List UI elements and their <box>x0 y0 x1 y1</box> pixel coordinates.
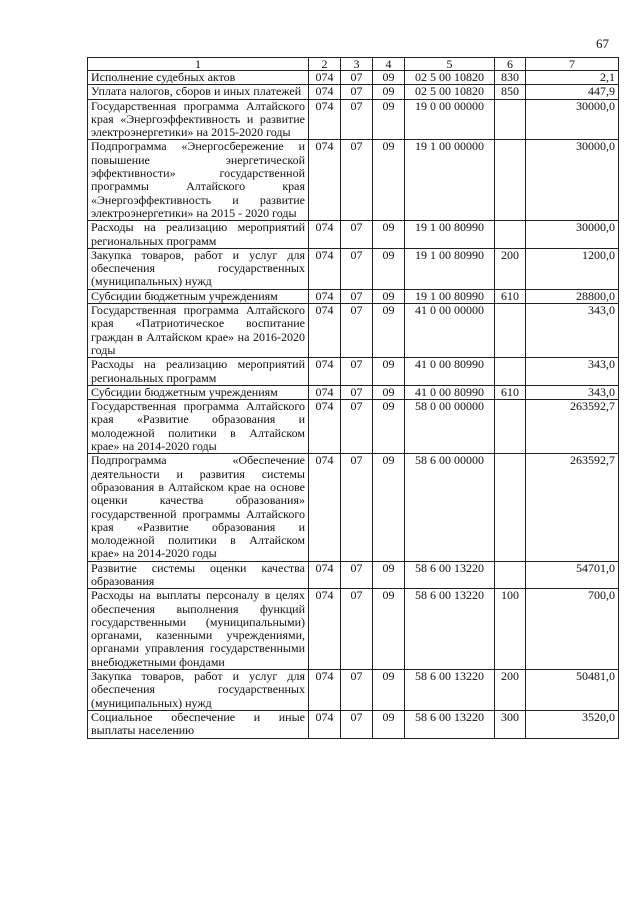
gp-code-cell: 074 <box>309 454 341 561</box>
budget-table <box>87 57 619 739</box>
amount-cell: 50481,0 <box>526 670 619 711</box>
section-cell: 07 <box>341 561 373 589</box>
section-cell: 07 <box>341 400 373 454</box>
gp-code-cell: 074 <box>309 289 341 303</box>
table-row <box>88 400 619 454</box>
gp-code-cell: 074 <box>309 710 341 738</box>
target-article-cell: 58 0 00 00000 <box>405 400 495 454</box>
subsection-cell: 09 <box>373 358 405 386</box>
subsection-cell: 09 <box>373 289 405 303</box>
subsection-cell: 09 <box>373 710 405 738</box>
section-cell: 07 <box>341 358 373 386</box>
subsection-cell: 09 <box>373 385 405 399</box>
subsection-cell: 09 <box>373 670 405 711</box>
column-header: 3 <box>341 58 373 71</box>
amount-cell: 30000,0 <box>526 99 619 140</box>
column-header: 7 <box>526 58 619 71</box>
table-row <box>88 454 619 561</box>
expense-type-cell <box>495 304 526 358</box>
subsection-cell: 09 <box>373 589 405 670</box>
expense-type-cell <box>495 99 526 140</box>
target-article-cell: 58 6 00 13220 <box>405 670 495 711</box>
section-cell: 07 <box>341 670 373 711</box>
gp-code-cell: 074 <box>309 85 341 99</box>
column-header: 1 <box>88 58 309 71</box>
row-name-cell: Субсидии бюджетным учреждениям <box>88 289 309 303</box>
target-article-cell: 58 6 00 13220 <box>405 710 495 738</box>
gp-code-cell: 074 <box>309 358 341 386</box>
subsection-cell: 09 <box>373 71 405 85</box>
section-cell: 07 <box>341 71 373 85</box>
amount-cell: 1200,0 <box>526 248 619 289</box>
gp-code-cell: 074 <box>309 589 341 670</box>
row-name-cell: Государственная программа Алтайского края «Развитие образования и молодежной политики в Алтайском крае» на 2014-2020 годы <box>88 400 309 454</box>
expense-type-cell: 610 <box>495 385 526 399</box>
subsection-cell: 09 <box>373 454 405 561</box>
amount-cell: 28800,0 <box>526 289 619 303</box>
table-row <box>88 561 619 589</box>
subsection-cell: 09 <box>373 140 405 221</box>
column-header: 2 <box>309 58 341 71</box>
row-name-cell: Уплата налогов, сборов и иных платежей <box>88 85 309 99</box>
subsection-cell: 09 <box>373 304 405 358</box>
amount-cell: 3520,0 <box>526 710 619 738</box>
row-name-cell: Социальное обеспечение и иные выплаты населению <box>88 710 309 738</box>
row-name-cell: Расходы на реализацию мероприятий региональных программ <box>88 358 309 386</box>
section-cell: 07 <box>341 304 373 358</box>
subsection-cell: 09 <box>373 400 405 454</box>
amount-cell: 343,0 <box>526 304 619 358</box>
column-header: 5 <box>405 58 495 71</box>
section-cell: 07 <box>341 385 373 399</box>
table-row <box>88 589 619 670</box>
row-name-cell: Закупка товаров, работ и услуг для обеспечения государственных (муниципальных) нужд <box>88 248 309 289</box>
row-name-cell: Государственная программа Алтайского края «Энергоэффективность и развитие электроэнергетики» на 2015-2020 годы <box>88 99 309 140</box>
expense-type-cell <box>495 358 526 386</box>
subsection-cell: 09 <box>373 221 405 249</box>
target-article-cell: 58 6 00 00000 <box>405 454 495 561</box>
gp-code-cell: 074 <box>309 71 341 85</box>
subsection-cell: 09 <box>373 99 405 140</box>
amount-cell: 700,0 <box>526 589 619 670</box>
gp-code-cell: 074 <box>309 99 341 140</box>
target-article-cell: 58 6 00 13220 <box>405 561 495 589</box>
expense-type-cell: 850 <box>495 85 526 99</box>
amount-cell: 2,1 <box>526 71 619 85</box>
table-row <box>88 99 619 140</box>
expense-type-cell: 610 <box>495 289 526 303</box>
table-row <box>88 140 619 221</box>
table-row <box>88 248 619 289</box>
expense-type-cell <box>495 561 526 589</box>
gp-code-cell: 074 <box>309 400 341 454</box>
section-cell: 07 <box>341 589 373 670</box>
table-row <box>88 670 619 711</box>
table-row <box>88 304 619 358</box>
target-article-cell: 41 0 00 80990 <box>405 385 495 399</box>
row-name-cell: Субсидии бюджетным учреждениям <box>88 385 309 399</box>
section-cell: 07 <box>341 289 373 303</box>
amount-cell: 30000,0 <box>526 140 619 221</box>
target-article-cell: 02 5 00 10820 <box>405 71 495 85</box>
section-cell: 07 <box>341 710 373 738</box>
gp-code-cell: 074 <box>309 561 341 589</box>
section-cell: 07 <box>341 99 373 140</box>
table-row <box>88 358 619 386</box>
gp-code-cell: 074 <box>309 248 341 289</box>
expense-type-cell <box>495 400 526 454</box>
row-name-cell: Подпрограмма «Энергосбережение и повышение энергетической эффективности» государственной программы Алтайского края «Энергоэффективность и развитие электроэнергетики» на 2015 - 2020 годы <box>88 140 309 221</box>
row-name-cell: Расходы на выплаты персоналу в целях обеспечения выполнения функций государственными (муниципальными) органами, казенными учреждениями, органами управления государственными внебюджетными фондами <box>88 589 309 670</box>
column-header: 6 <box>495 58 526 71</box>
table-row <box>88 710 619 738</box>
target-article-cell: 02 5 00 10820 <box>405 85 495 99</box>
row-name-cell: Государственная программа Алтайского края «Патриотическое воспитание граждан в Алтайском крае» на 2016-2020 годы <box>88 304 309 358</box>
target-article-cell: 19 0 00 00000 <box>405 99 495 140</box>
subsection-cell: 09 <box>373 561 405 589</box>
amount-cell: 263592,7 <box>526 454 619 561</box>
amount-cell: 447,9 <box>526 85 619 99</box>
target-article-cell: 41 0 00 00000 <box>405 304 495 358</box>
subsection-cell: 09 <box>373 85 405 99</box>
gp-code-cell: 074 <box>309 140 341 221</box>
gp-code-cell: 074 <box>309 385 341 399</box>
subsection-cell: 09 <box>373 248 405 289</box>
expense-type-cell: 200 <box>495 670 526 711</box>
section-cell: 07 <box>341 85 373 99</box>
gp-code-cell: 074 <box>309 670 341 711</box>
expense-type-cell <box>495 140 526 221</box>
expense-type-cell: 300 <box>495 710 526 738</box>
amount-cell: 263592,7 <box>526 400 619 454</box>
table-row <box>88 85 619 99</box>
table-row <box>88 71 619 85</box>
expense-type-cell <box>495 454 526 561</box>
gp-code-cell: 074 <box>309 221 341 249</box>
amount-cell: 343,0 <box>526 385 619 399</box>
expense-type-cell: 100 <box>495 589 526 670</box>
row-name-cell: Подпрограмма «Обеспечение деятельности и развития системы образования в Алтайском крае на основе оценки качества образования» государственной программы Алтайского края «Развитие образования и молодежной политики в Алтайском крае» на 2014-2020 годы <box>88 454 309 561</box>
gp-code-cell: 074 <box>309 304 341 358</box>
section-cell: 07 <box>341 454 373 561</box>
target-article-cell: 41 0 00 80990 <box>405 358 495 386</box>
section-cell: 07 <box>341 221 373 249</box>
target-article-cell: 19 1 00 80990 <box>405 248 495 289</box>
table-row <box>88 221 619 249</box>
row-name-cell: Развитие системы оценки качества образования <box>88 561 309 589</box>
row-name-cell: Расходы на реализацию мероприятий региональных программ <box>88 221 309 249</box>
amount-cell: 54701,0 <box>526 561 619 589</box>
target-article-cell: 19 1 00 00000 <box>405 140 495 221</box>
page-number: 67 <box>596 36 609 51</box>
section-cell: 07 <box>341 248 373 289</box>
section-cell: 07 <box>341 140 373 221</box>
expense-type-cell <box>495 221 526 249</box>
target-article-cell: 58 6 00 13220 <box>405 589 495 670</box>
amount-cell: 30000,0 <box>526 221 619 249</box>
table-row <box>88 289 619 303</box>
amount-cell: 343,0 <box>526 358 619 386</box>
row-name-cell: Закупка товаров, работ и услуг для обеспечения государственных (муниципальных) нужд <box>88 670 309 711</box>
table-row <box>88 385 619 399</box>
expense-type-cell: 200 <box>495 248 526 289</box>
header-row <box>88 58 619 71</box>
target-article-cell: 19 1 00 80990 <box>405 221 495 249</box>
row-name-cell: Исполнение судебных актов <box>88 71 309 85</box>
expense-type-cell: 830 <box>495 71 526 85</box>
column-header: 4 <box>373 58 405 71</box>
target-article-cell: 19 1 00 80990 <box>405 289 495 303</box>
